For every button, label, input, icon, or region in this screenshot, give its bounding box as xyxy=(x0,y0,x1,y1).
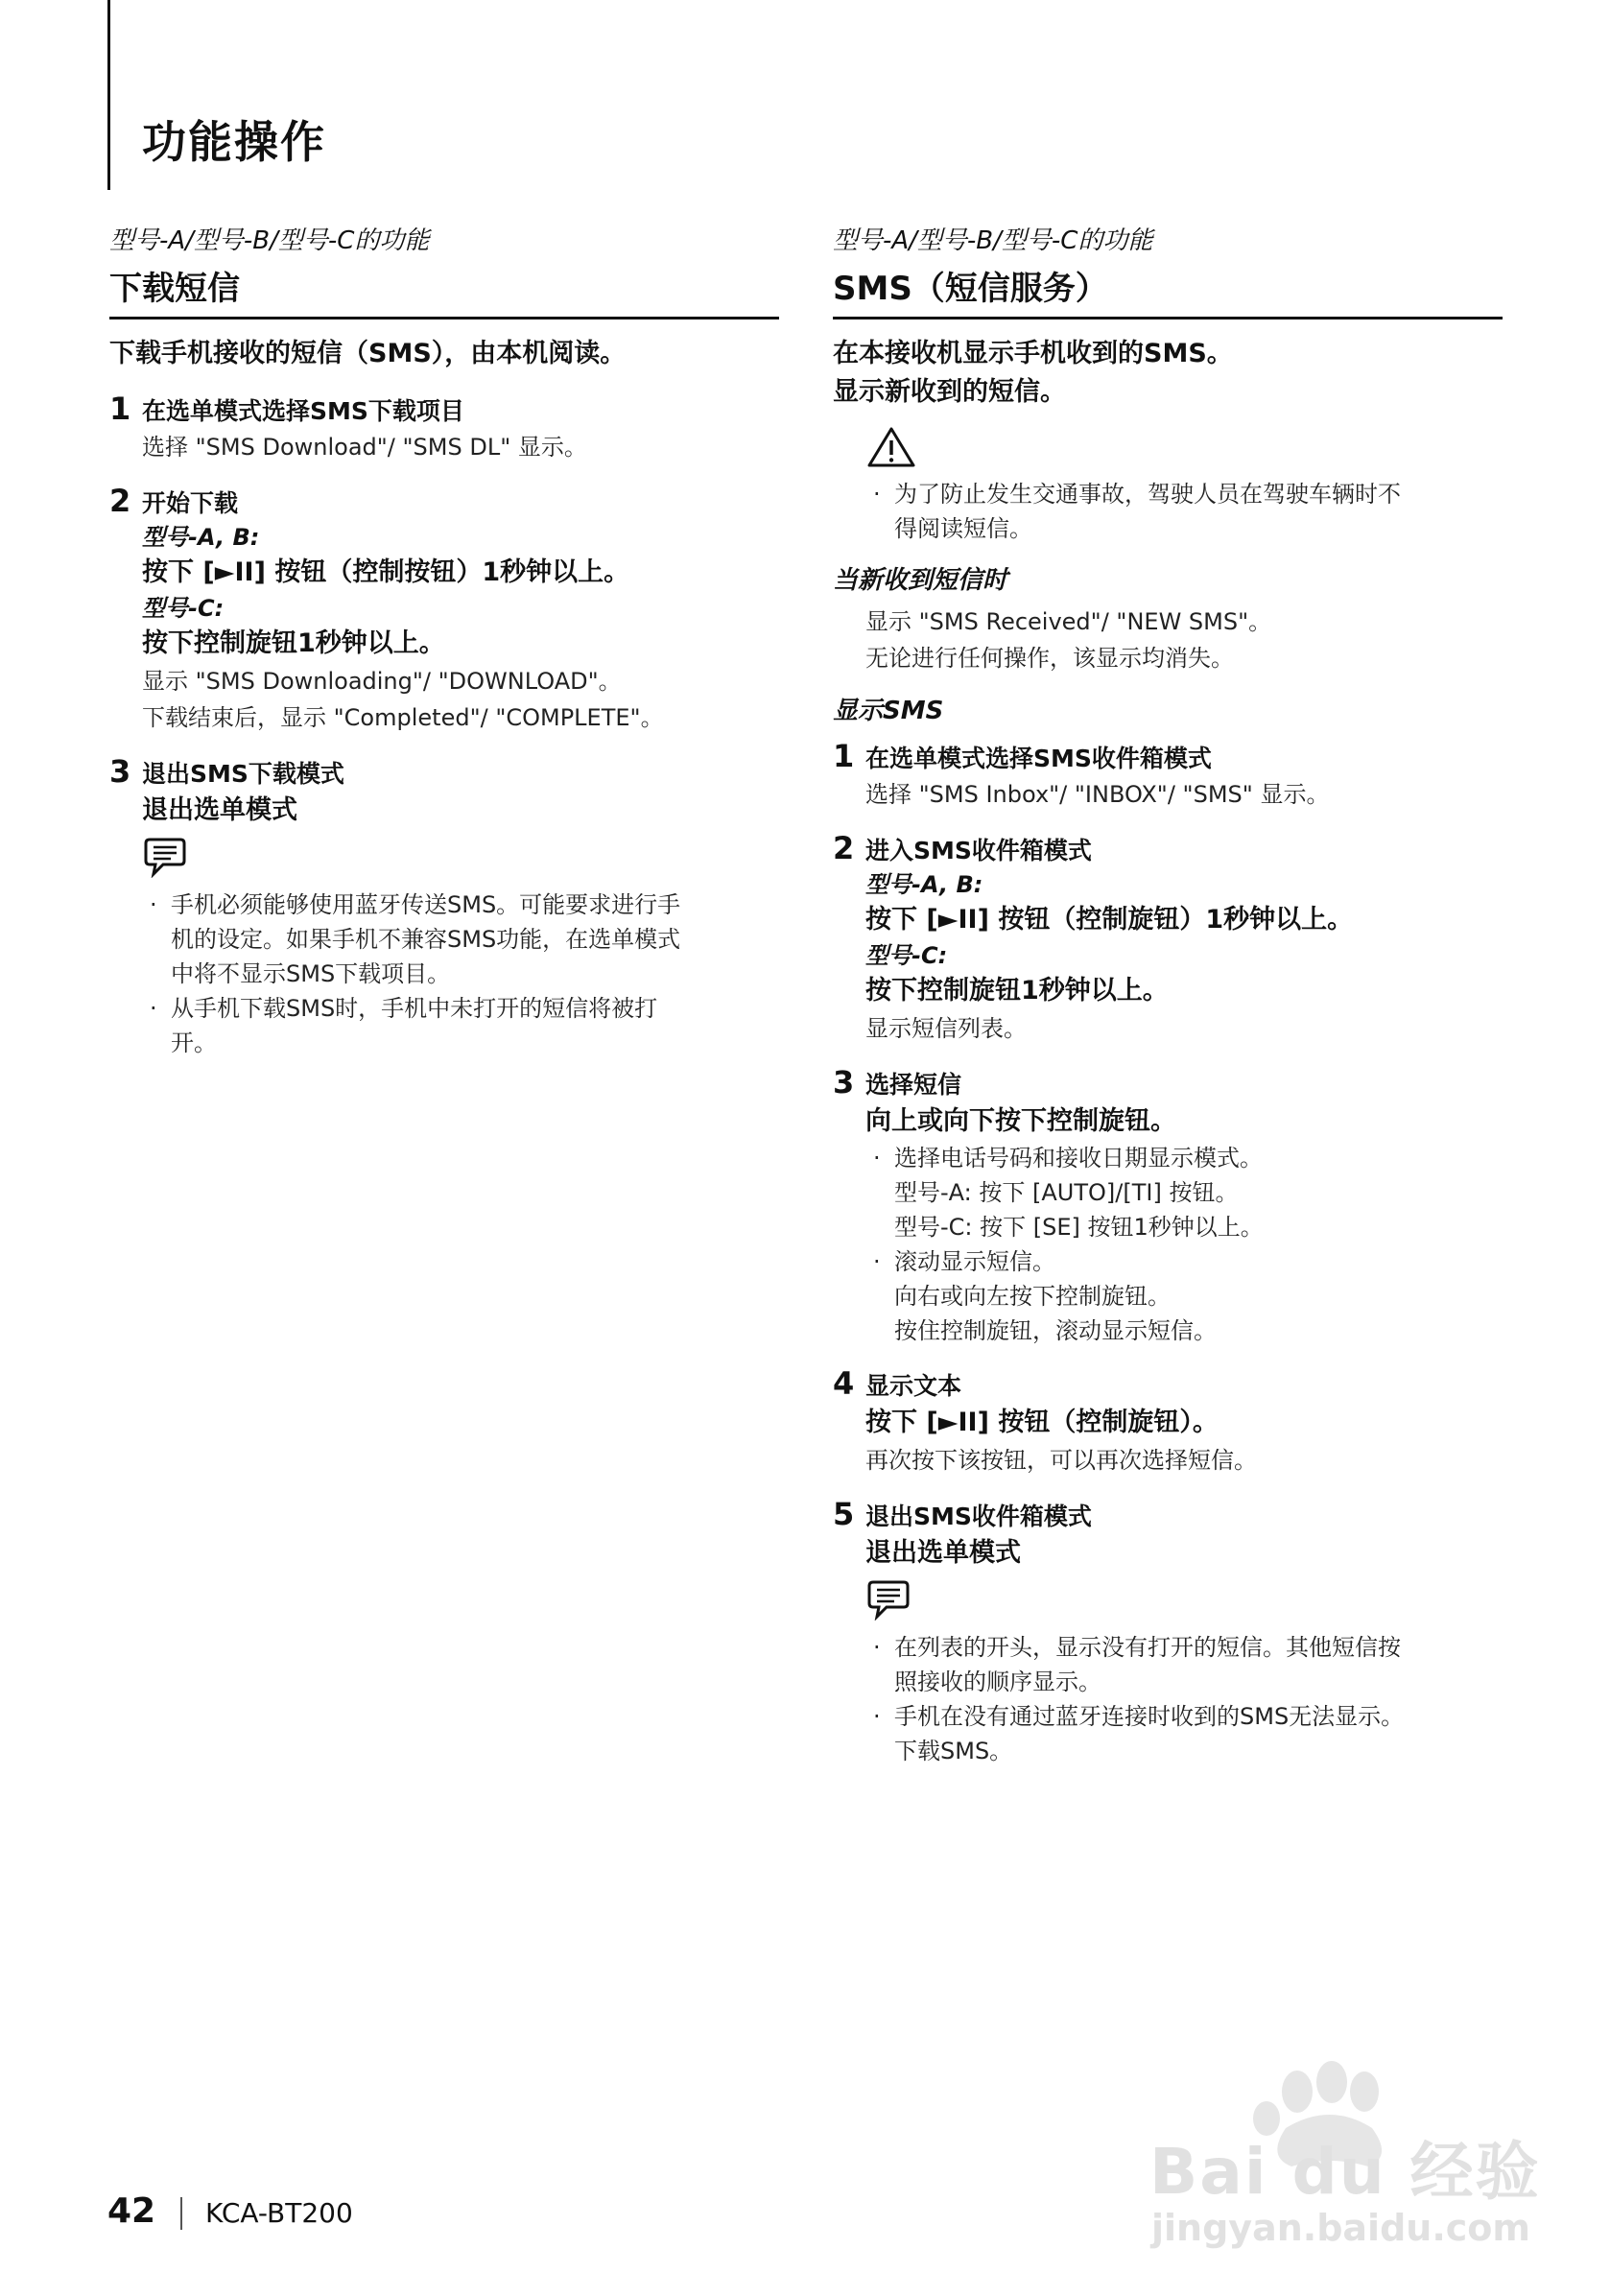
model-c-label: 型号-C: xyxy=(142,595,225,622)
step-number: 3 xyxy=(833,1064,855,1101)
left-column xyxy=(109,221,779,1081)
step-text: 再次按下该按钮，可以再次选择短信。 xyxy=(865,1447,1257,1474)
step-number: 2 xyxy=(833,830,855,866)
right-step-5 xyxy=(833,1496,1503,1768)
step-title: 在选单模式选择SMS下载项目 xyxy=(142,397,464,425)
step-action: 向上或向下按下控制旋钮。 xyxy=(865,1106,1176,1136)
right-step-3 xyxy=(833,1064,1503,1348)
note-item: · 在列表的开头，显示没有打开的短信。其他短信按 xyxy=(865,1630,1503,1665)
left-step-2 xyxy=(109,483,779,736)
note-icon xyxy=(142,836,188,878)
right-step-4 xyxy=(833,1365,1503,1479)
warning-item: · 为了防止发生交通事故，驾驶人员在驾驶车辆时不 xyxy=(865,477,1503,511)
step-title: 进入SMS收件箱模式 xyxy=(865,837,1092,864)
note-item-cont: 中将不显示SMS下载项目。 xyxy=(171,960,451,987)
right-intro-line-2: 显示新收到的短信。 xyxy=(833,377,1066,407)
note-item: · 手机必须能够使用蓝牙传送SMS。可能要求进行手 xyxy=(142,888,779,922)
model-ab-label: 型号-A, B: xyxy=(142,524,260,551)
step-number: 1 xyxy=(833,738,855,774)
bullet-item-cont: 型号-C: 按下 [SE] 按钮1秒钟以上。 xyxy=(894,1214,1264,1241)
left-step-3 xyxy=(109,753,779,1060)
left-step-1 xyxy=(109,391,779,465)
step-text: 选择 "SMS Download"/ "SMS DL" 显示。 xyxy=(142,434,587,461)
step-text: 显示短信列表。 xyxy=(865,1015,1027,1042)
left-section-title: 下载短信 xyxy=(109,262,779,320)
watermark-url: jingyan.baidu.com xyxy=(1151,2207,1530,2249)
left-intro: 下载手机接收的短信（SMS），由本机阅读。 xyxy=(109,339,627,368)
display-sms-heading: 显示SMS xyxy=(833,697,944,725)
action-c: 按下控制旋钮1秒钟以上。 xyxy=(865,976,1169,1006)
note-item: · 手机在没有通过蓝牙连接时收到的SMS无法显示。 xyxy=(865,1699,1503,1734)
note-item-cont: 下载SMS。 xyxy=(894,1738,1013,1764)
action-c: 按下控制旋钮1秒钟以上。 xyxy=(142,628,445,658)
warning-icon xyxy=(865,425,917,469)
note-item-cont: 开。 xyxy=(171,1030,217,1056)
note-icon xyxy=(865,1578,912,1621)
step-action: 退出选单模式 xyxy=(142,795,297,825)
step-number: 5 xyxy=(833,1496,855,1532)
step-title: 显示文本 xyxy=(865,1372,962,1400)
model-ab-label: 型号-A, B: xyxy=(865,871,983,898)
step-title: 选择短信 xyxy=(865,1071,962,1099)
step-text-2: 下载结束后，显示 "Completed"/ "COMPLETE"。 xyxy=(142,704,664,731)
new-message-heading: 当新收到短信时 xyxy=(833,566,1008,595)
bullet-item: · 滚动显示短信。 xyxy=(865,1244,1503,1279)
step-number: 1 xyxy=(109,391,131,427)
step-text: 选择 "SMS Inbox"/ "INBOX"/ "SMS" 显示。 xyxy=(865,781,1330,808)
right-column xyxy=(833,221,1503,1789)
step-action: 按下 [►II] 按钮（控制旋钮）。 xyxy=(865,1408,1219,1437)
page-title: 功能操作 xyxy=(142,116,326,168)
bullet-item-cont: 按住控制旋钮，滚动显示短信。 xyxy=(894,1317,1217,1344)
note-item-cont: 机的设定。如果手机不兼容SMS功能，在选单模式 xyxy=(171,926,681,953)
right-step-1 xyxy=(833,738,1503,813)
note-item: · 从手机下载SMS时，手机中未打开的短信将被打 xyxy=(142,991,779,1026)
warning-item-cont: 得阅读短信。 xyxy=(894,515,1032,542)
footer-divider xyxy=(180,2197,182,2230)
step-number: 2 xyxy=(109,483,131,519)
bullet-item: · 选择电话号码和接收日期显示模式。 xyxy=(865,1141,1503,1175)
action-ab: 按下 [►II] 按钮（控制旋钮）1秒钟以上。 xyxy=(865,905,1354,935)
action-ab: 按下 [►II] 按钮（控制按钮）1秒钟以上。 xyxy=(142,557,630,587)
step-title: 在选单模式选择SMS收件箱模式 xyxy=(865,745,1212,772)
bullet-item-cont: 向右或向左按下控制旋钮。 xyxy=(894,1283,1171,1310)
step-action: 退出选单模式 xyxy=(865,1538,1021,1568)
watermark-logo-text: Bai du 经验 xyxy=(1149,2135,1541,2209)
right-intro-line-1: 在本接收机显示手机收到的SMS。 xyxy=(833,339,1233,368)
right-notes-list xyxy=(865,1630,1503,1768)
page-number: 42 xyxy=(107,2191,156,2231)
left-notes-list xyxy=(142,888,779,1060)
step-title: 开始下载 xyxy=(142,489,239,517)
step-title: 退出SMS下载模式 xyxy=(142,760,344,788)
footer-model: KCA-BT200 xyxy=(205,2197,353,2229)
warning-list xyxy=(833,477,1503,546)
header-vertical-rule xyxy=(107,0,110,190)
bullet-item-cont: 型号-A: 按下 [AUTO]/[TI] 按钮。 xyxy=(894,1179,1239,1206)
new-message-text-1: 显示 "SMS Received"/ "NEW SMS"。 xyxy=(865,608,1272,635)
model-c-label: 型号-C: xyxy=(865,942,948,969)
right-model-line: 型号-A/型号-B/型号-C的功能 xyxy=(833,226,1153,255)
step-text-1: 显示 "SMS Downloading"/ "DOWNLOAD"。 xyxy=(142,668,622,695)
note-item-cont: 照接收的顺序显示。 xyxy=(894,1669,1101,1695)
step-number: 3 xyxy=(109,753,131,790)
step3-bullets xyxy=(865,1141,1503,1348)
new-message-body xyxy=(833,604,1503,676)
new-message-text-2: 无论进行任何操作，该显示均消失。 xyxy=(865,645,1234,672)
right-intro xyxy=(833,335,1503,412)
right-section-title: SMS（短信服务） xyxy=(833,262,1503,320)
step-title: 退出SMS收件箱模式 xyxy=(865,1503,1092,1530)
step-number: 4 xyxy=(833,1365,855,1402)
right-step-2 xyxy=(833,830,1503,1047)
left-model-line: 型号-A/型号-B/型号-C的功能 xyxy=(109,226,430,255)
